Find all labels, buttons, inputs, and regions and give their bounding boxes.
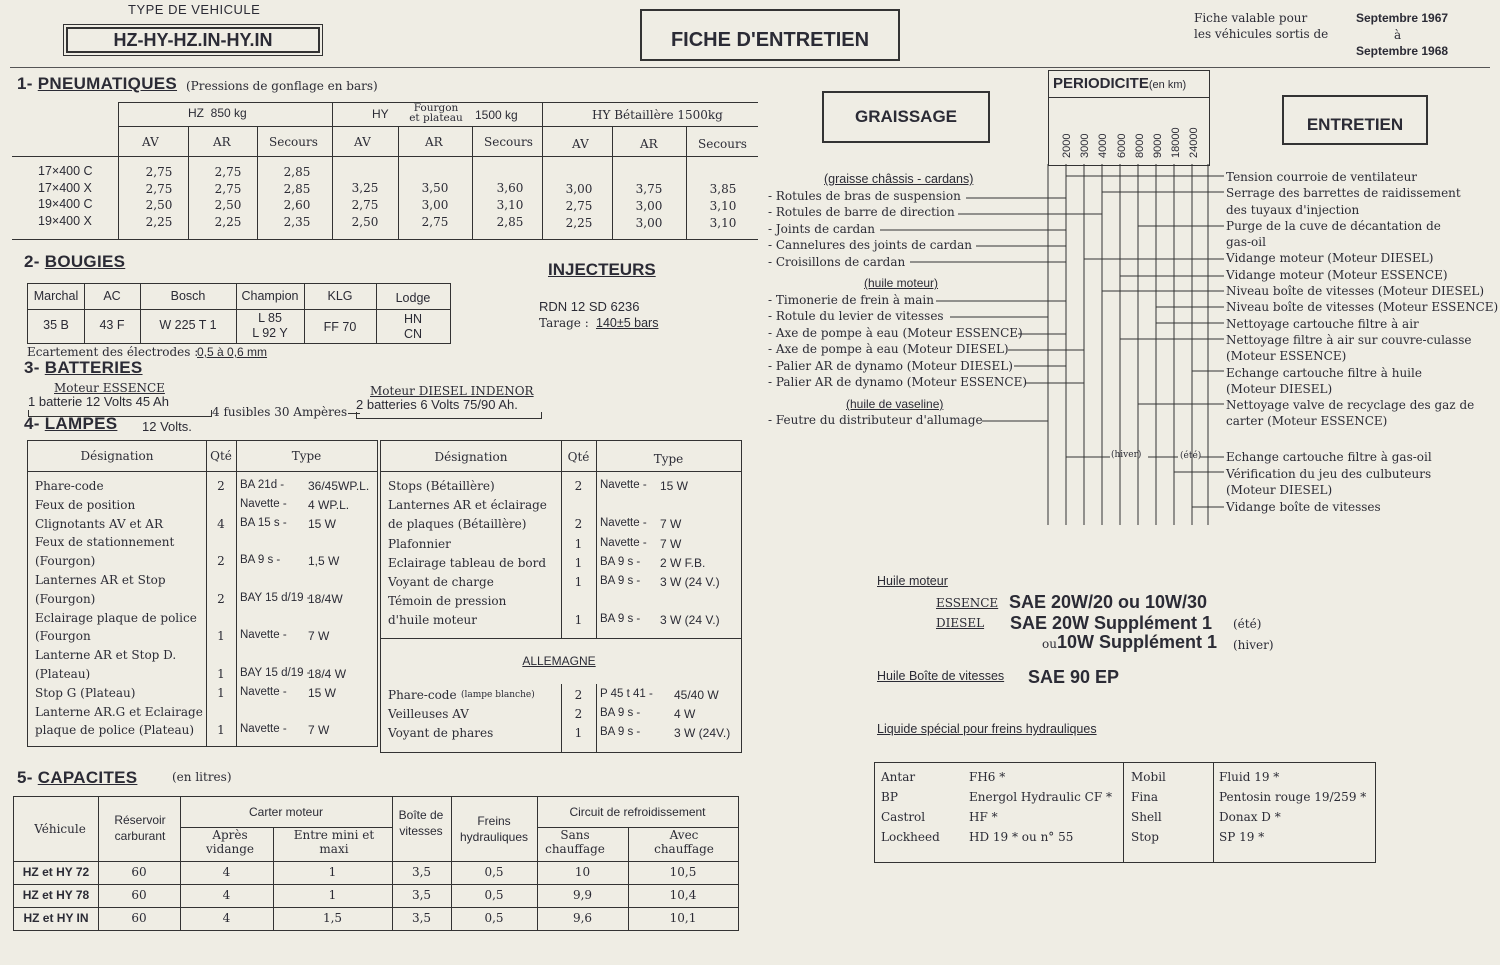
capacite-value: 1,5	[322, 911, 343, 925]
pneus-cell: 2,75	[145, 181, 173, 196]
pneus-cell: 2,75	[145, 165, 173, 179]
graissage-item: - Feutre du distributeur d'allumage	[768, 413, 983, 427]
entretien-item: Nettoyage valve de recyclage des gaz de	[1226, 398, 1475, 413]
lampe-power: 18/4 W	[308, 667, 347, 681]
lampe-type: BA 9 s -	[600, 613, 641, 626]
graissage-item: - Palier AR de dynamo (Moteur ESSENCE)	[768, 375, 1028, 389]
entretien-list-2	[1226, 449, 1432, 515]
lampe-type: Navette -	[600, 479, 647, 491]
capacite-value: 10,1	[669, 911, 697, 925]
entretien-item: Niveau boîte de vitesses (Moteur DIESEL)	[1226, 284, 1485, 299]
entretien-item: Niveau boîte de vitesses (Moteur ESSENCE)	[1226, 300, 1499, 315]
lampe-qte: 1	[217, 723, 225, 738]
lampe-designation: Phare-code	[388, 688, 457, 702]
graissage-item: - Rotule du levier de vitesses	[768, 309, 944, 324]
freins-cell: Pentosin rouge 19/259 *	[1219, 790, 1367, 804]
pneus-size-3: 19×400 C	[38, 197, 93, 211]
km-label: 3000	[1079, 133, 1091, 158]
section-lampes-heading: 4- LAMPES	[24, 414, 118, 433]
lampe-designation: Veilleuses AV	[388, 707, 469, 721]
lampe-qte: 2	[217, 554, 225, 569]
capacite-value: 10	[574, 865, 591, 879]
lampe-power: 4 WP.L.	[308, 497, 350, 512]
section-bougies-heading: 2- BOUGIES	[24, 252, 126, 271]
lampe-qte: 2	[574, 688, 583, 702]
cap-h-circuit: Circuit de refroidissement	[569, 805, 706, 819]
bougie-brand: KLG	[327, 289, 353, 303]
huile-boite-label: Huile Boîte de vitesses	[877, 669, 1005, 683]
cap-h-reservoir: Réservoir carburant	[114, 813, 166, 843]
ecartement-value: 0,5 à 0,6 mm	[197, 345, 268, 359]
bougie-value: W 225 T 1	[159, 318, 217, 332]
entretien-item: Echange cartouche filtre à huile	[1226, 365, 1422, 380]
km-label: 4000	[1097, 133, 1109, 158]
cap-h-entre: Entre mini et maxi	[293, 828, 375, 856]
freins-cell: Lockheed	[881, 830, 940, 844]
freins-row	[881, 770, 1375, 788]
lampe-designation: Voyant de phares	[388, 726, 494, 740]
lampe-designation: Lanternes AR et éclairage	[388, 498, 547, 513]
cap-h-sans: Sans chauffage	[545, 828, 605, 856]
lampe-power: 3 W (24V.)	[674, 726, 731, 740]
lampe-designation: Lanterne AR.G et Eclairage	[35, 704, 203, 719]
bougie-value: CN	[403, 327, 423, 341]
lampe-type: Navette -	[240, 629, 287, 642]
hiver-value: 10W Supplément 1	[1057, 632, 1218, 652]
lampe-power: 15 W	[308, 516, 337, 531]
lampe-designation: Clignotants AV et AR	[35, 516, 163, 531]
injecteurs-heading: INJECTEURS	[548, 260, 656, 279]
diesel-value: SAE 20W Supplément 1	[1010, 613, 1213, 633]
capacite-value: 9,6	[572, 911, 593, 925]
lampe-power: 3 W (24 V.)	[660, 613, 720, 628]
entretien-item: (Moteur DIESEL)	[1226, 483, 1333, 497]
lampe-power: 15 W	[660, 479, 689, 493]
freins-table	[874, 762, 1376, 863]
lampe-designation: de plaques (Bétaillère)	[388, 517, 527, 532]
lampe-designation: Lanterne AR et Stop D.	[35, 648, 177, 663]
entretien-item: Tension courroie de ventilateur	[1226, 170, 1418, 184]
pneus-size-4: 19×400 X	[38, 213, 92, 228]
pneus-group-hy-sub: Fourgon et plateau	[409, 102, 463, 124]
entretien-item: carter (Moteur ESSENCE)	[1226, 414, 1388, 429]
injecteurs-ref: RDN 12 SD 6236	[539, 299, 640, 314]
lampe-designation: Phare-code	[35, 479, 104, 493]
date-to-prefix: à	[1394, 28, 1402, 42]
freins-cell: Castrol	[881, 810, 926, 824]
pneus-subtitle: (Pressions de gonflage en bars)	[186, 79, 378, 93]
lampe-type: P 45 t 41 -	[600, 688, 653, 700]
lampes-col-qte: Qté	[567, 450, 590, 464]
entretien-heading: ENTRETIEN	[1282, 95, 1428, 145]
lampe-designation: (Fourgon)	[35, 591, 96, 606]
validity-text-2: les véhicules sortis de	[1194, 27, 1329, 41]
bougie-brand: Bosch	[170, 289, 206, 303]
pneus-cell: 2,25	[565, 216, 593, 230]
freins-cell: Donax D *	[1219, 810, 1281, 824]
entretien-item: Serrage des barrettes de raidissement	[1226, 186, 1461, 201]
pneus-cell: 2,75	[351, 198, 379, 212]
lampe-designation: Voyant de charge	[388, 575, 494, 589]
capacite-value: 1	[328, 865, 337, 879]
entretien-item: Nettoyage filtre à air sur couvre-culasse	[1226, 332, 1472, 347]
graissage-item: - Croisillons de cardan	[768, 254, 906, 269]
bougie-value: 35 B	[43, 318, 69, 332]
pneus-cell: 3,75	[635, 182, 663, 196]
pneus-col-2: AR	[213, 135, 231, 149]
pneus-group-hy-weight: 1500 kg	[475, 108, 518, 122]
capacite-value: 4	[222, 911, 231, 925]
cap-h-carter: Carter moteur	[248, 805, 324, 819]
entretien-item: Vidange moteur (Moteur DIESEL)	[1226, 251, 1434, 266]
pneus-cell: 2,50	[214, 198, 242, 212]
pneus-group-hz: HZ 850 kg	[188, 106, 247, 120]
section-capacites-heading: 5- CAPACITES	[17, 768, 138, 787]
ecartement-label: Ecartement des électrodes :	[27, 345, 199, 359]
lampes-col-type: Type	[291, 449, 322, 463]
entretien-item: gas-oil	[1226, 235, 1266, 250]
lampe-qte: 1	[217, 685, 225, 700]
lampe-designation: plaque de police (Plateau)	[35, 723, 195, 738]
entretien-item: Vérification du jeu des culbuteurs	[1226, 466, 1432, 481]
entretien-item: Nettoyage cartouche filtre à air	[1226, 316, 1419, 331]
huile-moteur-label: Huile moteur	[877, 574, 948, 588]
lampe-power: 7 W	[660, 517, 682, 532]
bougie-value: FF 70	[323, 320, 357, 334]
diesel-season: (été)	[1233, 617, 1262, 631]
entretien-item: Purge de la cuve de décantation de	[1226, 218, 1441, 233]
km-label: 24000	[1188, 127, 1200, 158]
lampe-designation: Eclairage plaque de police	[35, 610, 197, 625]
lampe-qte: 1	[574, 536, 583, 551]
tarage-value: 140±5 bars	[596, 316, 659, 330]
lampe-power: 1,5 W	[308, 554, 340, 569]
lampes-volts: 12 Volts.	[142, 419, 192, 434]
freins-cell: Antar	[881, 770, 916, 784]
essence-label: ESSENCE	[936, 596, 999, 610]
diesel-label: DIESEL	[936, 616, 985, 630]
lampe-type: Navette -	[240, 723, 287, 736]
entretien-item: Vidange moteur (Moteur ESSENCE)	[1226, 267, 1448, 282]
lampe-designation: (Fourgon	[35, 629, 91, 644]
pneus-col-4: AV	[354, 135, 371, 149]
pneus-cell: 3,60	[496, 181, 524, 195]
lampe-qte: 4	[217, 516, 225, 531]
capacite-value: 4	[222, 865, 231, 879]
huile-boite-value: SAE 90 EP	[1028, 667, 1120, 687]
pneus-col-9: Secours	[698, 137, 747, 151]
lampe-qte: 1	[574, 613, 583, 628]
page-title: FICHE D'ENTRETIEN	[640, 9, 900, 61]
freins-cell: FH6 *	[969, 770, 1006, 784]
validity-text-1: Fiche valable pour	[1194, 11, 1308, 25]
freins-cell: Stop	[1131, 830, 1159, 844]
ou-text: ou	[1042, 637, 1057, 651]
huile-label: (huile moteur)	[864, 276, 939, 290]
km-label: 8000	[1134, 133, 1146, 158]
entretien-item: des tuyaux d'injection	[1226, 202, 1360, 217]
graissage-item: - Palier AR de dynamo (Moteur DIESEL)	[768, 358, 1013, 373]
graissage-item: - Cannelures des joints de cardan	[768, 238, 972, 253]
capacite-value: 0,5	[484, 865, 504, 879]
bougie-brand: AC	[103, 289, 121, 303]
lampe-designation: Lanternes AR et Stop	[35, 573, 166, 587]
pneus-cell: 2,35	[283, 214, 311, 229]
lampe-qte: 1	[217, 629, 225, 644]
pneus-cell: 2,75	[214, 181, 242, 196]
capacite-value: 9,9	[572, 888, 593, 902]
lampe-qte: 2	[574, 707, 583, 721]
freins-cell: Energol Hydraulic CF *	[969, 790, 1112, 804]
entretien-item: (Moteur DIESEL)	[1226, 381, 1333, 396]
pneus-cell: 3,25	[351, 181, 379, 195]
lampes-col-qte: Qté	[210, 449, 232, 463]
lampe-qte: 1	[574, 575, 583, 589]
lampe-designation: Stops (Bétaillère)	[388, 479, 495, 493]
lampe-designation: Témoin de pression	[388, 594, 507, 609]
lampe-qte: 1	[574, 555, 583, 570]
capacite-vehicule: HZ et HY 78	[22, 888, 90, 902]
lampe-type: BAY 15 d/19 -	[240, 667, 311, 679]
bougie-value: 43 F	[99, 318, 125, 332]
km-label: 2000	[1061, 133, 1073, 158]
lampe-power: 18/4W	[308, 591, 343, 606]
lampe-power: 2 W F.B.	[660, 555, 706, 570]
freins-cell: SP 19 *	[1219, 830, 1265, 844]
capacite-value: 4	[222, 888, 231, 902]
freins-row	[881, 790, 1375, 808]
graissage-item: - Joints de cardan	[768, 221, 876, 236]
vehicle-type-label: TYPE DE VEHICULE	[128, 2, 261, 17]
batterie-diesel-value: 2 batteries 6 Volts 75/90 Ah.	[356, 397, 518, 412]
capacite-value: 60	[131, 911, 147, 925]
freins-cell: Fluid 19 *	[1219, 770, 1280, 784]
lampe-type: BAY 15 d/19 -	[240, 591, 311, 604]
lampe-qte: 2	[574, 517, 583, 532]
pneus-group-hy: HY	[372, 107, 389, 121]
pneus-cell: 3,00	[421, 198, 449, 212]
pneus-col-3: Secours	[269, 135, 318, 149]
lampes-col-designation: Désignation	[434, 450, 508, 464]
pneus-group-hyb: HY Bétaillère 1500kg	[592, 108, 723, 122]
lampe-type: Navette -	[600, 536, 647, 549]
pneus-cell: 2,85	[283, 165, 311, 179]
freins-cell: HD 19 * ou n° 55	[969, 830, 1074, 844]
batterie-diesel-label: Moteur DIESEL INDENOR	[370, 384, 534, 398]
bougie-value: HN	[403, 312, 423, 326]
lampe-designation: (Plateau)	[35, 667, 91, 681]
lampe-type: BA 21d -	[240, 479, 285, 491]
ete-tag: (été)	[1180, 451, 1202, 461]
pneus-cell: 2,25	[145, 214, 173, 229]
lampe-designation: Stop G (Plateau)	[35, 685, 136, 700]
graissage-item: - Axe de pompe à eau (Moteur ESSENCE)	[768, 325, 1023, 340]
pneus-cell: 3,00	[635, 216, 663, 230]
lampe-power: 7 W	[308, 723, 330, 738]
lampe-type: BA 9 s -	[600, 726, 641, 738]
bougie-value: L 92 Y	[252, 326, 288, 340]
entretien-item: Vidange boîte de vitesses	[1226, 499, 1381, 514]
freins-cell: HF *	[969, 810, 998, 824]
lampe-designation: (Fourgon)	[35, 554, 96, 569]
lampe-qte: 2	[217, 479, 225, 493]
freins-cell: Shell	[1131, 810, 1162, 824]
entretien-item: Echange cartouche filtre à gas-oil	[1226, 450, 1432, 464]
cap-h-boite: Boîte de vitesses	[398, 808, 444, 838]
capacite-value: 3,5	[411, 888, 432, 902]
capacite-value: 0,5	[484, 888, 504, 902]
lampe-designation: d'huile moteur	[388, 613, 478, 628]
lampe-power: 15 W	[308, 685, 337, 700]
vaseline-label: (huile de vaseline)	[846, 397, 944, 411]
capacite-value: 3,5	[411, 865, 432, 879]
lampe-designation: Feux de stationnement	[35, 535, 175, 550]
freins-row	[881, 830, 1375, 848]
pneus-col-6: Secours	[484, 135, 533, 149]
lampe-power: 3 W (24 V.)	[660, 575, 720, 589]
lampe-designation: Feux de position	[35, 497, 136, 512]
bougie-brand: Lodge	[395, 291, 431, 305]
lampe-type: Navette -	[600, 517, 647, 530]
capacite-value: 60	[131, 865, 147, 879]
pneus-col-8: AR	[640, 137, 658, 151]
graissage-item: - Rotules de barre de direction	[768, 205, 955, 220]
lampe-designation: Eclairage tableau de bord	[388, 555, 547, 570]
graissage-heading: GRAISSAGE	[822, 91, 990, 143]
allemagne-label: ALLEMAGNE	[522, 654, 596, 668]
bougie-brand: Marchal	[33, 289, 79, 303]
pneus-cell: 3,10	[709, 199, 737, 213]
freins-cell: Fina	[1131, 790, 1159, 804]
graisse-label: (graisse châssis - cardans)	[824, 172, 974, 186]
capacite-value: 10,4	[669, 888, 697, 902]
graissage-item: - Rotules de bras de suspension	[768, 189, 961, 203]
capacite-value: 3,5	[411, 911, 432, 925]
pneus-cell: 2,75	[421, 215, 449, 229]
pneus-cell: 2,85	[496, 215, 524, 229]
pneus-size-1: 17×400 C	[38, 164, 93, 178]
section-batteries-heading: 3- BATTERIES	[24, 358, 143, 377]
pneus-cell: 2,50	[145, 198, 173, 212]
pneus-cell: 3,00	[565, 182, 593, 196]
lampe-qte: 2	[574, 479, 583, 493]
pneus-col-1: AV	[142, 135, 159, 149]
lampes-col-designation: Désignation	[80, 449, 154, 463]
essence-value: SAE 20W/20 ou 10W/30	[1009, 592, 1208, 612]
pneus-cell: 3,50	[421, 181, 449, 195]
lampes-col-type: Type	[653, 452, 684, 466]
date-from: Septembre 1967	[1356, 11, 1449, 25]
lampe-qte: 2	[217, 591, 225, 606]
lampe-note: (lampe blanche)	[461, 690, 535, 700]
lampe-type: BA 9 s -	[600, 575, 641, 587]
pneus-col-5: AR	[425, 135, 443, 149]
fusibles-text: 4 fusibles 30 Ampères	[212, 405, 348, 419]
pneus-cell: 3,10	[709, 216, 737, 230]
lampe-qte: 1	[217, 667, 225, 681]
pneus-cell: 3,85	[709, 182, 737, 196]
batterie-essence-label: Moteur ESSENCE	[54, 381, 165, 395]
pneus-cell: 2,50	[351, 215, 379, 229]
lampe-power: 4 W	[674, 707, 696, 721]
date-to: Septembre 1968	[1356, 44, 1449, 58]
lampe-designation: Plafonnier	[388, 536, 451, 551]
hiver-season: (hiver)	[1233, 638, 1274, 652]
pneus-cell: 2,85	[283, 181, 311, 196]
pneus-cell: 3,00	[635, 199, 663, 213]
entretien-list	[1226, 169, 1498, 430]
periodicite-heading: PERIODICITE(en km)	[1053, 75, 1187, 92]
liquide-label: Liquide spécial pour freins hydrauliques	[877, 722, 1097, 736]
pneus-cell: 2,60	[283, 198, 311, 212]
graissage-item: - Axe de pompe à eau (Moteur DIESEL)	[768, 342, 1009, 357]
pneus-col-7: AV	[572, 137, 589, 151]
capacite-value: 60	[131, 888, 147, 902]
batterie-essence-value: 1 batterie 12 Volts 45 Ah	[28, 394, 169, 409]
lampe-type: Navette -	[240, 685, 287, 698]
lampe-power: 7 W	[660, 536, 682, 551]
lampe-type: BA 15 s -	[240, 516, 287, 529]
lampe-type: BA 9 s -	[600, 555, 641, 568]
pneus-cell: 2,75	[565, 199, 593, 213]
tarage-label: Tarage :	[539, 316, 589, 330]
lampe-qte: 1	[574, 726, 583, 740]
freins-row	[881, 810, 1375, 828]
lampe-power: 45/40 W	[674, 688, 719, 702]
capacite-value: 10,5	[669, 865, 697, 879]
pneus-cell: 3,10	[496, 198, 524, 212]
capacite-vehicule: HZ et HY IN	[23, 911, 89, 925]
graissage-item: - Timonerie de frein à main	[768, 293, 934, 307]
lampe-power: 7 W	[308, 629, 330, 644]
capacite-vehicule: HZ et HY 72	[22, 865, 90, 879]
lampe-type: BA 9 s -	[240, 554, 281, 567]
lampe-type: BA 9 s -	[600, 707, 641, 719]
bougie-brand: Champion	[241, 289, 299, 303]
vehicle-type-box: HZ-HY-HZ.IN-HY.IN	[66, 27, 320, 53]
cap-h-avec: Avec chauffage	[654, 828, 714, 856]
hiver-tag: (hiver)	[1111, 450, 1142, 460]
lampe-power: 36/45WP.L.	[308, 479, 370, 493]
freins-cell: Mobil	[1131, 770, 1166, 784]
cap-h-vehicule: Véhicule	[34, 822, 86, 836]
bougie-value: L 85	[258, 311, 282, 325]
section-pneumatiques-heading: 1- PNEUMATIQUES	[17, 74, 178, 93]
entretien-item: (Moteur ESSENCE)	[1226, 349, 1347, 364]
cap-h-apres: Après vidange	[206, 828, 254, 856]
capacite-value: 0,5	[484, 911, 504, 925]
km-label: 9000	[1152, 133, 1164, 158]
capacites-unit: (en litres)	[172, 770, 232, 784]
pneus-size-2: 17×400 X	[38, 180, 92, 195]
capacite-value: 1	[328, 888, 337, 902]
cap-h-freins: Freins hydrauliques	[459, 814, 529, 844]
km-label: 18000	[1170, 127, 1182, 158]
pneus-cell: 2,75	[214, 165, 242, 179]
freins-cell: BP	[881, 790, 898, 804]
km-label: 6000	[1116, 133, 1128, 158]
lampe-type: Navette -	[240, 497, 287, 510]
pneus-cell: 2,25	[214, 214, 242, 229]
